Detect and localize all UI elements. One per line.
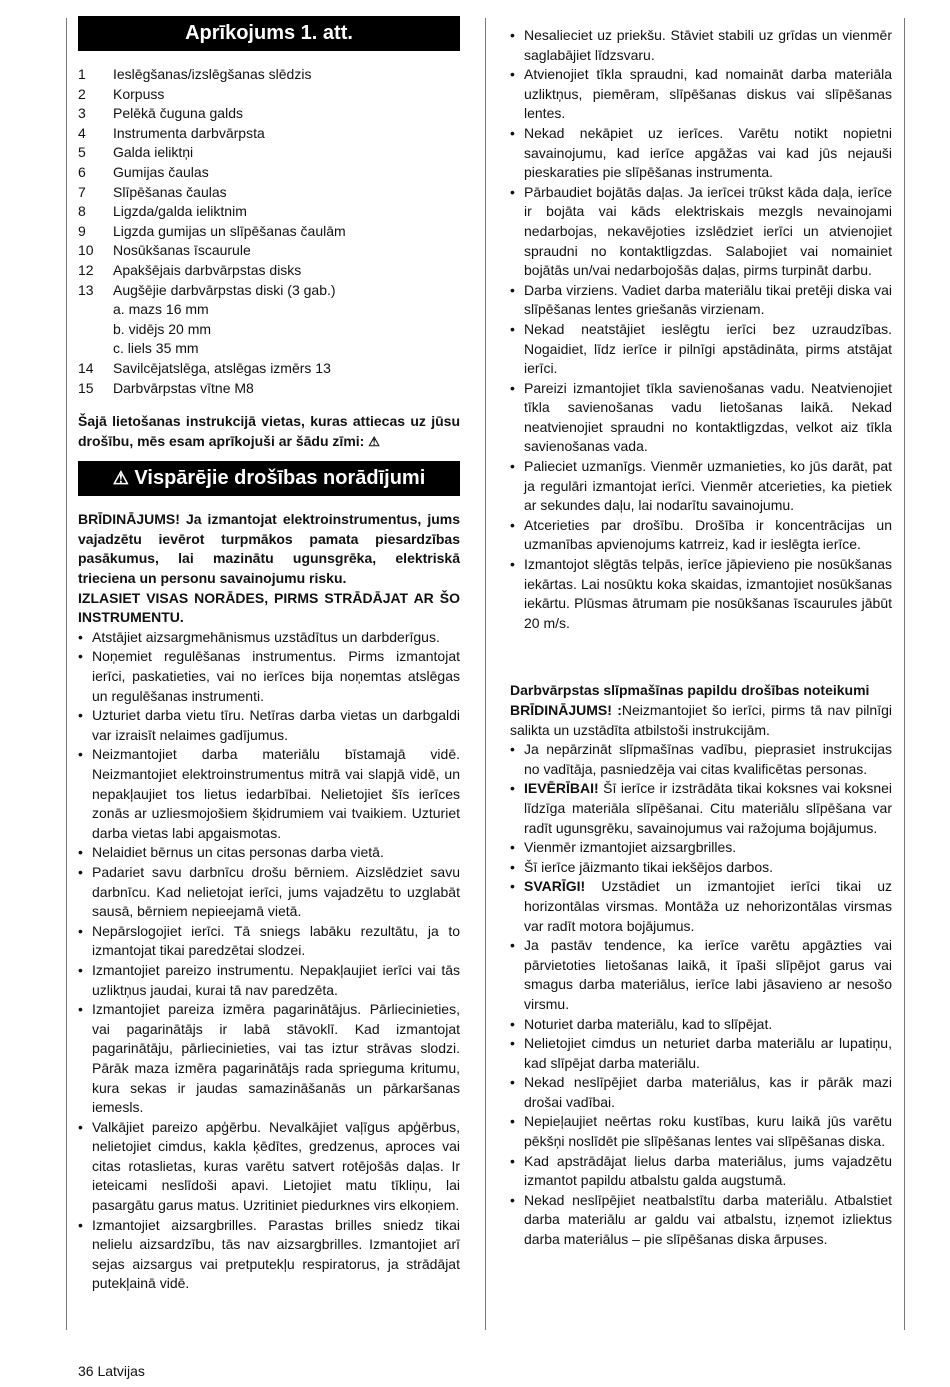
spindle-safety-bullet <box>510 1112 892 1151</box>
part-name: Instrumenta darbvārpsta <box>113 124 265 141</box>
bullet-text: Šī ierīce ir izstrādāta tikai koksnes vai koksnei līdzīga materiāla slīpēšanai. Citu materiālu slīpēšana var radīt ugunsgrēku, savainojumus vai ražojuma bojājumus. <box>524 780 892 836</box>
part-name: Savilcējatslēga, atslēgas izmērs 13 <box>113 359 331 376</box>
part-number: 6 <box>78 163 86 180</box>
part-row <box>78 163 460 183</box>
part-row <box>78 183 460 203</box>
bullet-text: Nekad neslīpējiet darba materiālus, kas ir pārāk mazi drošai vadībai. <box>524 1074 892 1110</box>
bullet-text: Noturiet darba materiālu, kad to slīpējat. <box>524 1015 773 1032</box>
part-name: Galda ieliktņi <box>113 144 194 161</box>
spindle-safety-bullet <box>510 1191 892 1250</box>
safety-bullet: • Izmantojiet aizsargbrilles. Parastas brilles sniedz tikai nelielu aizsardzību, tās nav aizsargbrilles. Izmantojiet arī sejas aizsargus vai pretputekļu respiratorus, ja strādājat putekļainā vidē. <box>78 1216 460 1294</box>
part-row <box>78 241 460 261</box>
sub-part-item: a. mazs 16 mm <box>113 301 209 318</box>
part-number: 13 <box>78 281 94 298</box>
part-row <box>78 124 460 144</box>
read-all-instructions: IZLASIET VISAS NORĀDES, PIRMS STRĀDĀJAT AR ŠO INSTRUMENTU. <box>78 589 460 626</box>
part-row <box>78 261 460 281</box>
safety-bullet: • Padariet savu darbnīcu drošu bērniem. Aizslēdziet savu darbnīcu. Kad nelietojat ierīci, jums vajadzētu to uzglabāt sausā, bērniem nepieejamā vietā. <box>78 863 460 922</box>
safety-bullet: • Nekad neatstājiet ieslēgtu ierīci bez uzraudzības. Nogaidiet, līdz ierīce ir pilnīgi apstādināta, pirms atstājat ierīci. <box>510 320 892 379</box>
safety-bullet: • Noņemiet regulēšanas instrumentus. Pirms izmantojat ierīci, paskatieties, vai no ierīces bija noņemtas atslēgas un regulēšanas instrumenti. <box>78 647 460 706</box>
general-safety-list <box>78 628 460 1294</box>
part-name: Darbvārpstas vītne M8 <box>113 379 254 396</box>
part-number: 4 <box>78 124 86 141</box>
part-name: Ligzda gumijas un slīpēšanas čaulām <box>113 222 346 239</box>
bullet-lead: IEVĒRĪBAI! <box>524 780 599 797</box>
left-column <box>78 16 460 1294</box>
column-divider-middle <box>485 18 486 1330</box>
spindle-safety-bullet <box>510 1073 892 1112</box>
spindle-safety-bullet <box>510 936 892 1014</box>
part-name: Nosūkšanas īscaurule <box>113 242 251 259</box>
part-row <box>78 143 460 163</box>
safety-symbol-note <box>78 412 460 451</box>
part-number: 10 <box>78 242 94 259</box>
bullet-text: Nelietojiet cimdus un neturiet darba materiālu ar lupatiņu, kad slīpējat darba materiālu. <box>524 1035 892 1071</box>
page-footer: 36 Latvijas <box>78 1363 145 1379</box>
sub-part-item: b. vidējs 20 mm <box>113 320 212 337</box>
part-name: Augšējie darbvārpstas diski (3 gab.) <box>113 281 336 298</box>
warning-triangle-icon: ⚠ <box>368 433 380 449</box>
parts-list-end <box>78 359 460 398</box>
spindle-safety-bullet <box>510 740 892 779</box>
part-name: Ligzda/galda ieliktnim <box>113 203 247 220</box>
bullet-text: Nepieļaujiet neērtas roku kustības, kuru laikā jūs varētu pēkšņi noslīdēt pie slīpēšanas lentes vai slīpēšanas diska. <box>524 1113 892 1150</box>
bullet-text: Ja pastāv tendence, ka ierīce varētu apgāzties vai pārvietoties lietošanas laikā, it īpaši slīpējot garus vai smagus darba materiālus, ierīce labi jāsavieno ar nesošo virsmu. <box>524 937 892 1012</box>
general-warning <box>78 510 460 588</box>
safety-bullet: • Uzturiet darba vietu tīru. Netīras darba vietas un darbgaldi var izraisīt nelaimes gadījumus. <box>78 706 460 745</box>
bullet-text: Vienmēr izmantojiet aizsargbrilles. <box>524 839 737 856</box>
part-row <box>78 85 460 105</box>
safety-bullet: • Atstājiet aizsargmehānismus uzstādītus un darbderīgus. <box>78 628 460 648</box>
safety-bullet: • Pārbaudiet bojātās daļas. Ja ierīcei trūkst kāda daļa, ierīce ir bojāta vai kāds elektriskais mezgls nevainojami nedarbojas, nekavējoties izslēdziet ierīci un atvienojiet spraudni no kontaktligzdas. Salabojiet vai nomainiet bojātās un/vai nedarbojošās daļas, pirms turpināt darbu. <box>510 183 892 281</box>
spindle-warning <box>510 701 892 740</box>
part-row <box>78 202 460 222</box>
safety-list-continued <box>510 26 892 633</box>
safety-bullet: • Neizmantojiet darba materiālu bīstamajā vidē. Neizmantojiet elektroinstrumentus mitrā vai slapjā vidē, un nepakļaujiet tos lietus iedarbībai. Nelietojiet šīs ierīces zonās ar uzliesmojošiem šķidrumiem vai tvaikiem. Uzturiet darba vietas labi apgaismotas. <box>78 745 460 843</box>
spindle-safety-bullet <box>510 1034 892 1073</box>
right-column <box>510 26 892 1250</box>
safety-bullet: • Palieciet uzmanīgs. Vienmēr uzmanieties, ko jūs darāt, pat ja regulāri izmantojat ierīci. Vienmēr atcerieties, ka pietiek ar sekundes daļu, lai nodarītu savainojumu. <box>510 457 892 516</box>
part-number: 14 <box>78 359 94 376</box>
part-number: 3 <box>78 105 86 122</box>
spindle-safety-bullet <box>510 1015 892 1035</box>
spindle-sander-section-title: Darbvārpstas slīpmašīnas papildu drošības noteikumi <box>510 682 870 699</box>
safety-bullet: • Izmantojiet pareiza izmēra pagarinātājus. Pārliecinieties, vai pagarinātājs ir labā stāvoklī. Kad izmantojat pagarinātāju, pārliecinieties, vai tas iztur strāvas slodzi. Pārāk maza izmēra pagarinātājs rada sprieguma kritumu, kura sekas ir jaudas samazināšanās un pārkaršanas iemesls. <box>78 1000 460 1118</box>
part-name: Ieslēgšanas/izslēgšanas slēdzis <box>113 66 312 82</box>
part-number: 12 <box>78 261 94 278</box>
bullet-lead: SVARĪGI! <box>524 878 586 895</box>
part-name: Slīpēšanas čaulas <box>113 183 227 200</box>
part-number: 8 <box>78 203 86 220</box>
general-safety-header <box>78 461 460 496</box>
safety-bullet: • Atvienojiet tīkla spraudni, kad nomaināt darba materiāla uzliktņus, piemēram, slīpēšanas diskus vai slīpēšanas lentes. <box>510 65 892 124</box>
part-row <box>78 65 460 85</box>
warning-label: BRĪDINĀJUMS! : <box>510 702 622 718</box>
sub-part-item: c. liels 35 mm <box>113 340 199 357</box>
general-safety-header-text: Vispārējie drošības norādījumi <box>134 467 426 490</box>
warning-label: BRĪDINĀJUMS! <box>78 511 180 528</box>
column-divider-left <box>66 18 67 1330</box>
spindle-safety-list <box>510 740 892 1249</box>
part-name: Korpuss <box>113 85 165 102</box>
warning-text: Neizmantojiet šo ierīci, pirms tā nav pilnīgi salikta un uzstādīta atbilstoši instrukcijām. <box>510 702 892 738</box>
part-number: 5 <box>78 144 86 161</box>
safety-bullet: • Darba virziens. Vadiet darba materiālu tikai pretēji diska vai slīpēšanas lentes griešanās virzienam. <box>510 281 892 320</box>
safety-bullet: • Nelaidiet bērnus un citas personas darba vietā. <box>78 843 460 863</box>
safety-bullet: • Izmantojiet pareizo instrumentu. Nepakļaujiet ierīci vai tās uzliktņus jaudai, kurai tā nav paredzēta. <box>78 961 460 1000</box>
part-number: 1 <box>78 66 86 82</box>
warning-text: Ja izmantojat elektroinstrumentus, jums vajadzētu ievērot turpmākos pamata piesardzības pasākumus, lai mazinātu ugunsgrēka, elektriskā trieciena un personu savainojumu risku. <box>78 511 461 587</box>
spindle-safety-bullet <box>510 877 892 936</box>
bullet-text: Uzstādiet un izmantojiet ierīci tikai uz horizontālas virsmas. Montāža uz nehorizontālas virsmas var radīt motora bojājumus. <box>524 878 892 934</box>
sub-parts-list <box>78 300 460 359</box>
part-number: 2 <box>78 85 86 102</box>
part-number: 9 <box>78 222 86 239</box>
part-name: Gumijas čaulas <box>113 163 209 180</box>
bullet-text: Šī ierīce jāizmanto tikai iekšējos darbos. <box>524 858 773 875</box>
safety-bullet: • Atcerieties par drošību. Drošība ir koncentrācijas un uzmanības apvienojums katrreiz, kad ir ieslēgta ierīce. <box>510 516 892 555</box>
part-number: 7 <box>78 183 86 200</box>
safety-bullet: • Izmantojot slēgtās telpās, ierīce jāpievieno pie nosūkšanas iekārtas. Lai nosūktu koka skaidas, izmantojiet nosūkšanas iekārtu. Plūsmas ātrumam pie nosūkšanas īscaurules jābūt 20 m/s. <box>510 555 892 633</box>
part-row <box>78 104 460 124</box>
part-row <box>78 281 460 301</box>
bullet-text: Kad apstrādājat lielus darba materiālus, jums vajadzētu izmantot papildu atbalstu galda augstumā. <box>524 1152 892 1189</box>
spindle-safety-bullet <box>510 858 892 878</box>
warning-triangle-icon: ⚠ <box>112 468 129 489</box>
spindle-safety-bullet <box>510 779 892 838</box>
part-number: 15 <box>78 379 94 396</box>
part-row <box>78 222 460 242</box>
equipment-header: Aprīkojums 1. att. <box>78 16 460 51</box>
parts-list <box>78 65 460 300</box>
column-divider-right <box>904 18 905 1330</box>
safety-bullet: • Nesalieciet uz priekšu. Stāviet stabili uz grīdas un vienmēr saglabājiet līdzsvaru. <box>510 26 892 65</box>
part-row <box>78 379 460 399</box>
part-name: Apakšējais darbvārpstas disks <box>113 261 302 278</box>
safety-bullet: • Nepārslogojiet ierīci. Tā sniegs labāku rezultātu, ja to izmantojat tikai paredzētai slodzei. <box>78 922 460 961</box>
part-name: Pelēkā čuguna galds <box>113 105 243 122</box>
bullet-text: Nekad neslīpējiet neatbalstītu darba materiālu. Atbalstiet darba materiālu ar galdu vai atbalstu, izņemot izliektus darba materiālus – pie slīpēšanas diska ārpuses. <box>524 1191 892 1248</box>
spindle-safety-bullet <box>510 838 892 858</box>
spindle-safety-bullet <box>510 1152 892 1191</box>
safety-bullet: • Pareizi izmantojiet tīkla savienošanas vadu. Neatvienojiet tīkla savienošanas vadu lietošanas laikā. Nekad neatvienojiet spraudni no kontaktligzdas, velkot aiz tīkla savienošanas vada. <box>510 379 892 457</box>
safety-bullet: • Valkājiet pareizo apģērbu. Nevalkājiet vaļīgus apģērbus, nelietojiet cimdus, kakla ķēdītes, gredzenus, aproces vai citas rotaslietas, kuras varētu satvert rotējošās daļas. Ir ieteicami neslīdoši apavi. Lietojiet matu tīkliņu, lai pasargātu garus matus. Uzritiniet piedurknes virs elkoņiem. <box>78 1118 460 1216</box>
safety-symbol-note-text: Šajā lietošanas instrukcijā vietas, kuras attiecas uz jūsu drošību, mēs esam aprīkojuši ar šādu zīmi: <box>78 413 460 449</box>
part-row <box>78 359 460 379</box>
bullet-text: Ja nepārzināt slīpmašīnas vadību, pieprasiet instrukcijas no vadītāja, pasniedzēja vai citas kvalificētas personas. <box>524 741 892 777</box>
safety-bullet: • Nekad nekāpiet uz ierīces. Varētu notikt nopietni savainojumu, kad ierīce apgāžas vai kad jūs nejauši pieskaraties pie slīpēšanas instrumenta. <box>510 124 892 183</box>
